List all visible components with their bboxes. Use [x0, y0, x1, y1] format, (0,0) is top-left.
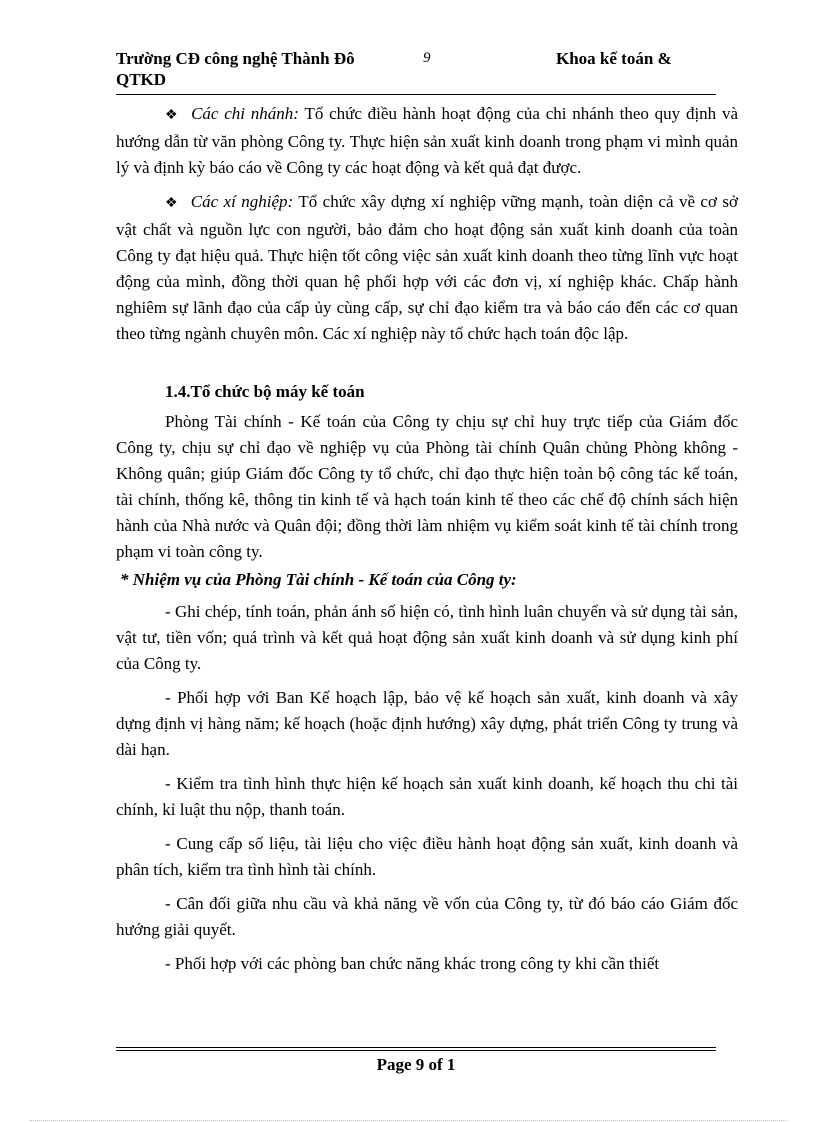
- section-heading: 1.4.Tổ chức bộ máy kế toán: [165, 382, 365, 401]
- duty-item: - Phối hợp với các phòng ban chức năng khác trong công ty khi cần thiết: [165, 954, 660, 973]
- header-left: [116, 48, 416, 90]
- duty-item: - Ghi chép, tính toán, phản ánh số hiện có, tình hình luân chuyển và sử dụng tài sản, vật tư, tiền vốn; quá trình và kết quả hoạt động sản xuất kinh doanh và sử dụng kinh phí của Công ty.: [116, 602, 738, 673]
- branches-text: Tổ chức điều hành hoạt động của chi nhánh theo quy định và hướng dẫn từ văn phòng Công ty. Thực hiện sản xuất kinh doanh trong phạm vi mình quản lý và định kỳ báo cáo về Công ty các hoạt động và kết quả đạt được.: [116, 104, 738, 177]
- duty-item: - Kiểm tra tình hình thực hiện kế hoạch sản xuất kinh doanh, kế hoạch thu chi tài chính, kỉ luật thu nộp, thanh toán.: [116, 774, 738, 819]
- footer-rule-bottom: [116, 1050, 716, 1051]
- branches-label: Các chi nhánh:: [191, 104, 299, 123]
- duty-item: - Cung cấp số liệu, tài liệu cho việc điều hành hoạt động sản xuất, kinh doanh và phân tích, kiểm tra tình hình tài chính.: [116, 834, 738, 879]
- paragraph-enterprises: [116, 189, 738, 347]
- page-footer: Page 9 of 1: [376, 1055, 456, 1074]
- page-bottom-dotted-line: [30, 1120, 786, 1121]
- header-rule: [116, 94, 716, 95]
- footer-rule-top: [116, 1047, 716, 1048]
- duty-item: - Phối hợp với Ban Kế hoạch lập, bảo vệ kế hoạch sản xuất, kinh doanh và xây dựng định vị hàng năm; kế hoạch (hoặc định hướng) xây dựng, phát triển Công ty trung và dài hạn.: [116, 688, 738, 759]
- duty-item: - Cân đối giữa nhu cầu và khả năng về vốn của Công ty, từ đó báo cáo Giám đốc hướng giải quyết.: [116, 894, 738, 939]
- header-page-number: 9: [423, 50, 431, 66]
- page-header: [116, 48, 716, 94]
- header-school-name: Trường CĐ công nghệ Thành Đô: [116, 49, 355, 68]
- diamond-bullet-icon: ❖: [165, 196, 179, 211]
- header-department-continued: QTKD: [116, 70, 167, 89]
- section-intro: Phòng Tài chính - Kế toán của Công ty chịu sự chỉ huy trực tiếp của Giám đốc Công ty, chịu sự chỉ đạo về nghiệp vụ của Phòng tài chính Quân chủng Phòng không - Không quân; giúp Giám đốc Công ty tổ chức, chỉ đạo thực hiện toàn bộ công tác kế toán, tài chính, thống kê, thông tin kinh tế và hạch toán kinh tế theo các chế độ chính sách hiện hành của Nhà nước và Quân đội; đồng thời làm nhiệm vụ kiểm soát kinh tế tài chính trong phạm vi toàn công ty.: [116, 412, 738, 561]
- header-faculty: Khoa kế toán &: [556, 49, 672, 68]
- document-body: [116, 101, 738, 977]
- enterprises-text: Tổ chức xây dựng xí nghiệp vững mạnh, toàn diện cả về cơ sở vật chất và nguồn lực con người, bảo đảm cho hoạt động sản xuất kinh doanh của toàn Công ty đạt hiệu quả. Thực hiện tốt công việc sản xuất kinh doanh theo từng lĩnh vực hoạt động của mình, đồng thời quan hệ phối hợp với các đơn vị, xí nghiệp khác. Chấp hành nghiêm sự lãnh đạo của cấp ủy cùng cấp, sự chỉ đạo kiểm tra và báo cáo đến các cơ quan theo từng ngành chuyên môn. Các xí nghiệp này tổ chức hạch toán độc lập.: [116, 192, 738, 343]
- enterprises-label: Các xí nghiệp:: [190, 192, 294, 211]
- diamond-bullet-icon: ❖: [165, 108, 180, 123]
- paragraph-branches: [116, 101, 738, 181]
- duties-subheading: * Nhiệm vụ của Phòng Tài chính - Kế toán của Công ty:: [120, 570, 517, 589]
